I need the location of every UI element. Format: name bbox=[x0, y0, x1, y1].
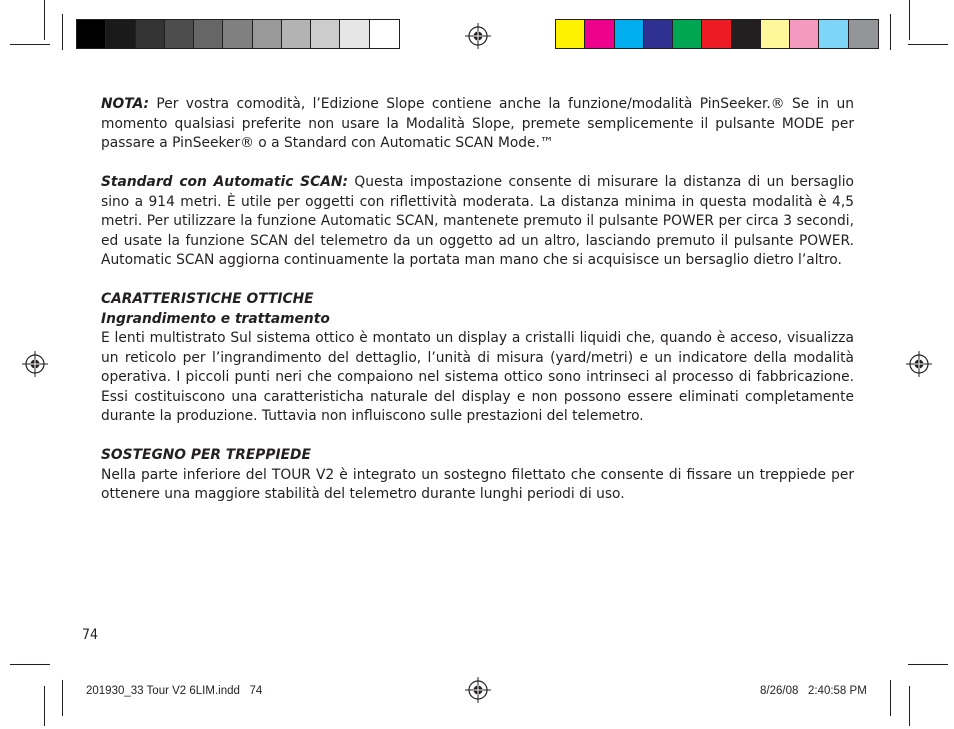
color-swatch bbox=[761, 20, 790, 48]
crop-mark bbox=[909, 686, 910, 726]
color-swatch bbox=[556, 20, 585, 48]
optics-section-title: CARATTERISTICHE OTTICHE bbox=[101, 291, 314, 307]
color-swatch bbox=[673, 20, 702, 48]
nota-paragraph bbox=[101, 95, 854, 154]
crop-mark bbox=[10, 664, 50, 665]
crop-mark bbox=[890, 680, 891, 716]
registration-target-icon bbox=[906, 351, 932, 377]
tripod-section-title: SOSTEGNO PER TREPPIEDE bbox=[101, 447, 311, 463]
grayscale-color-bar bbox=[76, 19, 400, 49]
optics-subtitle: Ingrandimento e trattamento bbox=[101, 310, 330, 327]
color-swatch bbox=[165, 20, 194, 48]
color-swatch bbox=[194, 20, 223, 48]
crop-mark bbox=[890, 14, 891, 50]
color-swatch bbox=[732, 20, 761, 48]
main-text-block bbox=[101, 95, 854, 524]
slug-file-name: 201930_33 Tour V2 6LIM.indd 74 bbox=[86, 685, 263, 697]
color-swatch bbox=[77, 20, 106, 48]
color-swatch bbox=[106, 20, 135, 48]
color-swatch bbox=[644, 20, 673, 48]
color-swatch bbox=[370, 20, 399, 48]
color-swatch bbox=[615, 20, 644, 48]
color-swatch bbox=[340, 20, 369, 48]
crop-mark bbox=[44, 686, 45, 726]
color-swatch bbox=[223, 20, 252, 48]
color-swatch bbox=[702, 20, 731, 48]
crop-mark bbox=[909, 0, 910, 40]
color-swatch bbox=[585, 20, 614, 48]
crop-mark bbox=[908, 44, 948, 45]
page-number: 74 bbox=[82, 627, 99, 643]
crop-mark bbox=[62, 680, 63, 716]
registration-target-icon bbox=[465, 23, 491, 49]
color-swatch bbox=[136, 20, 165, 48]
nota-text: Per vostra comodità, l’Edizione Slope contiene anche la funzione/modalità PinSeeker.® Se in un momento qualsiasi preferite non usare la Modalità Slope, premete semplicemente il pulsante MODE per passare a PinSeeker® o a Standard con Automatic SCAN Mode.™ bbox=[101, 96, 854, 151]
optics-paragraph: E lenti multistrato Sul sistema ottico è montato un display a cristalli liquidi che, quando è acceso, visualizza un reticolo per l’ingrandimento del dettaglio, l’unità di misura (yard/metri) e un indicatore della modalità operativa. I piccoli punti neri che compaiono nel sistema ottico sono intrinseci al processo di fabbricazione. Essi costituiscono una caratteristicha naturale del display e non possono essere eliminati completamente durante la produzione. Tuttavia non influiscono sulle prestazioni del telemetro. bbox=[101, 330, 854, 424]
color-swatch bbox=[790, 20, 819, 48]
crop-mark bbox=[44, 0, 45, 40]
standard-text: Questa impostazione consente di misurare la distanza di un bersaglio sino a 914 metri. È utile per oggetti con riflettività moderata. La distanza minima in questa modalità è 4,5 metri. Per utilizzare la funzione Automatic SCAN, mantenete premuto il pulsante POWER per circa 3 secondi, ed usate la funzione SCAN del telemetro da un oggetto ad un altro, lasciando premuto il pulsante POWER. Automatic SCAN aggiorna continuamente la portata man mano che si acquisisce un bersaglio dietro l’altro. bbox=[101, 174, 854, 268]
slug-datetime: 8/26/08 2:40:58 PM bbox=[760, 685, 867, 697]
nota-lead: NOTA: bbox=[101, 96, 150, 112]
registration-target-icon bbox=[22, 351, 48, 377]
crop-mark bbox=[908, 664, 948, 665]
color-swatch bbox=[282, 20, 311, 48]
color-swatch bbox=[819, 20, 848, 48]
standard-lead: Standard con Automatic SCAN: bbox=[101, 174, 348, 190]
crop-mark bbox=[62, 14, 63, 50]
color-swatch bbox=[849, 20, 878, 48]
registration-target-icon bbox=[465, 677, 491, 703]
color-swatch bbox=[311, 20, 340, 48]
process-color-bar bbox=[555, 19, 879, 49]
crop-mark bbox=[10, 44, 50, 45]
color-swatch bbox=[253, 20, 282, 48]
tripod-paragraph: Nella parte inferiore del TOUR V2 è integrato un sostegno filettato che consente di fissare un treppiede per ottenere una maggiore stabilità del telemetro durante lunghi periodi di uso. bbox=[101, 466, 854, 502]
standard-paragraph bbox=[101, 173, 854, 271]
